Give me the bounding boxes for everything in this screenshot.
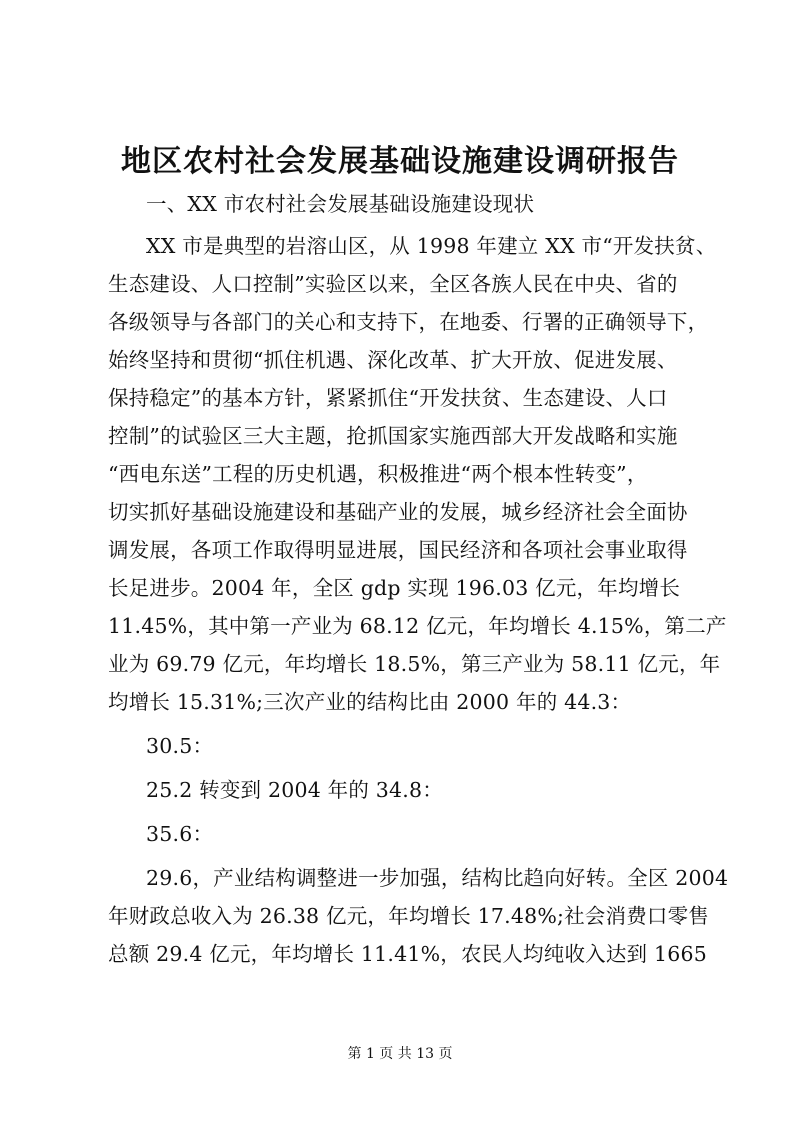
ratio-line: 25.2 转变到 2004 年的 34.8： bbox=[146, 778, 443, 802]
ratio-line: 35.6： bbox=[146, 822, 214, 846]
paragraph-line: 11.45%，其中第一产业为 68.12 亿元，年均增长 4.15%，第二产 bbox=[108, 614, 727, 638]
paragraph-line: 始终坚持和贯彻“抓住机遇、深化改革、扩大开放、促进发展、 bbox=[108, 348, 678, 372]
document-title: 地区农村社会发展基础设施建设调研报告 bbox=[121, 144, 679, 179]
paragraph-line: 生态建设、人口控制”实验区以来，全区各族人民在中央、省的 bbox=[108, 272, 678, 296]
paragraph-line: XX 市是典型的岩溶山区，从 1998 年建立 XX 市“开发扶贫、 bbox=[146, 234, 717, 258]
paragraph-line: 切实抓好基础设施建设和基础产业的发展，城乡经济社会全面协 bbox=[108, 500, 688, 524]
paragraph-line: 年财政总收入为 26.38 亿元，年均增长 17.48%;社会消费口零售 bbox=[108, 904, 710, 928]
paragraph-line: 各级领导与各部门的关心和支持下，在地委、行署的正确领导下， bbox=[108, 310, 709, 334]
page-footer: 第 1 页 共 13 页 bbox=[347, 1046, 453, 1062]
paragraph-line: 调发展，各项工作取得明显进展，国民经济和各项社会事业取得 bbox=[108, 538, 688, 562]
paragraph-line: 控制”的试验区三大主题，抢抓国家实施西部大开发战略和实施 bbox=[108, 424, 678, 448]
section-heading: 一、XX 市农村社会发展基础设施建设现状 bbox=[146, 192, 535, 216]
paragraph-line: 保持稳定”的基本方针，紧紧抓住“开发扶贫、生态建设、人口 bbox=[108, 386, 668, 410]
paragraph-line: 长足进步。2004 年，全区 gdp 实现 196.03 亿元，年均增长 bbox=[108, 576, 681, 600]
paragraph-line: 总额 29.4 亿元，年均增长 11.41%，农民人均纯收入达到 1665 bbox=[108, 942, 707, 966]
ratio-line: 30.5： bbox=[146, 734, 214, 758]
paragraph-line: 业为 69.79 亿元，年均增长 18.5%，第三产业为 58.11 亿元，年 bbox=[108, 652, 721, 676]
paragraph-line: 均增长 15.31%;三次产业的结构比由 2000 年的 44.3： bbox=[108, 690, 632, 714]
paragraph-line: “西电东送”工程的历史机遇，积极推进“两个根本性转变”， bbox=[108, 462, 648, 486]
paragraph-line: 29.6，产业结构调整进一步加强，结构比趋向好转。全区 2004 bbox=[146, 866, 729, 890]
